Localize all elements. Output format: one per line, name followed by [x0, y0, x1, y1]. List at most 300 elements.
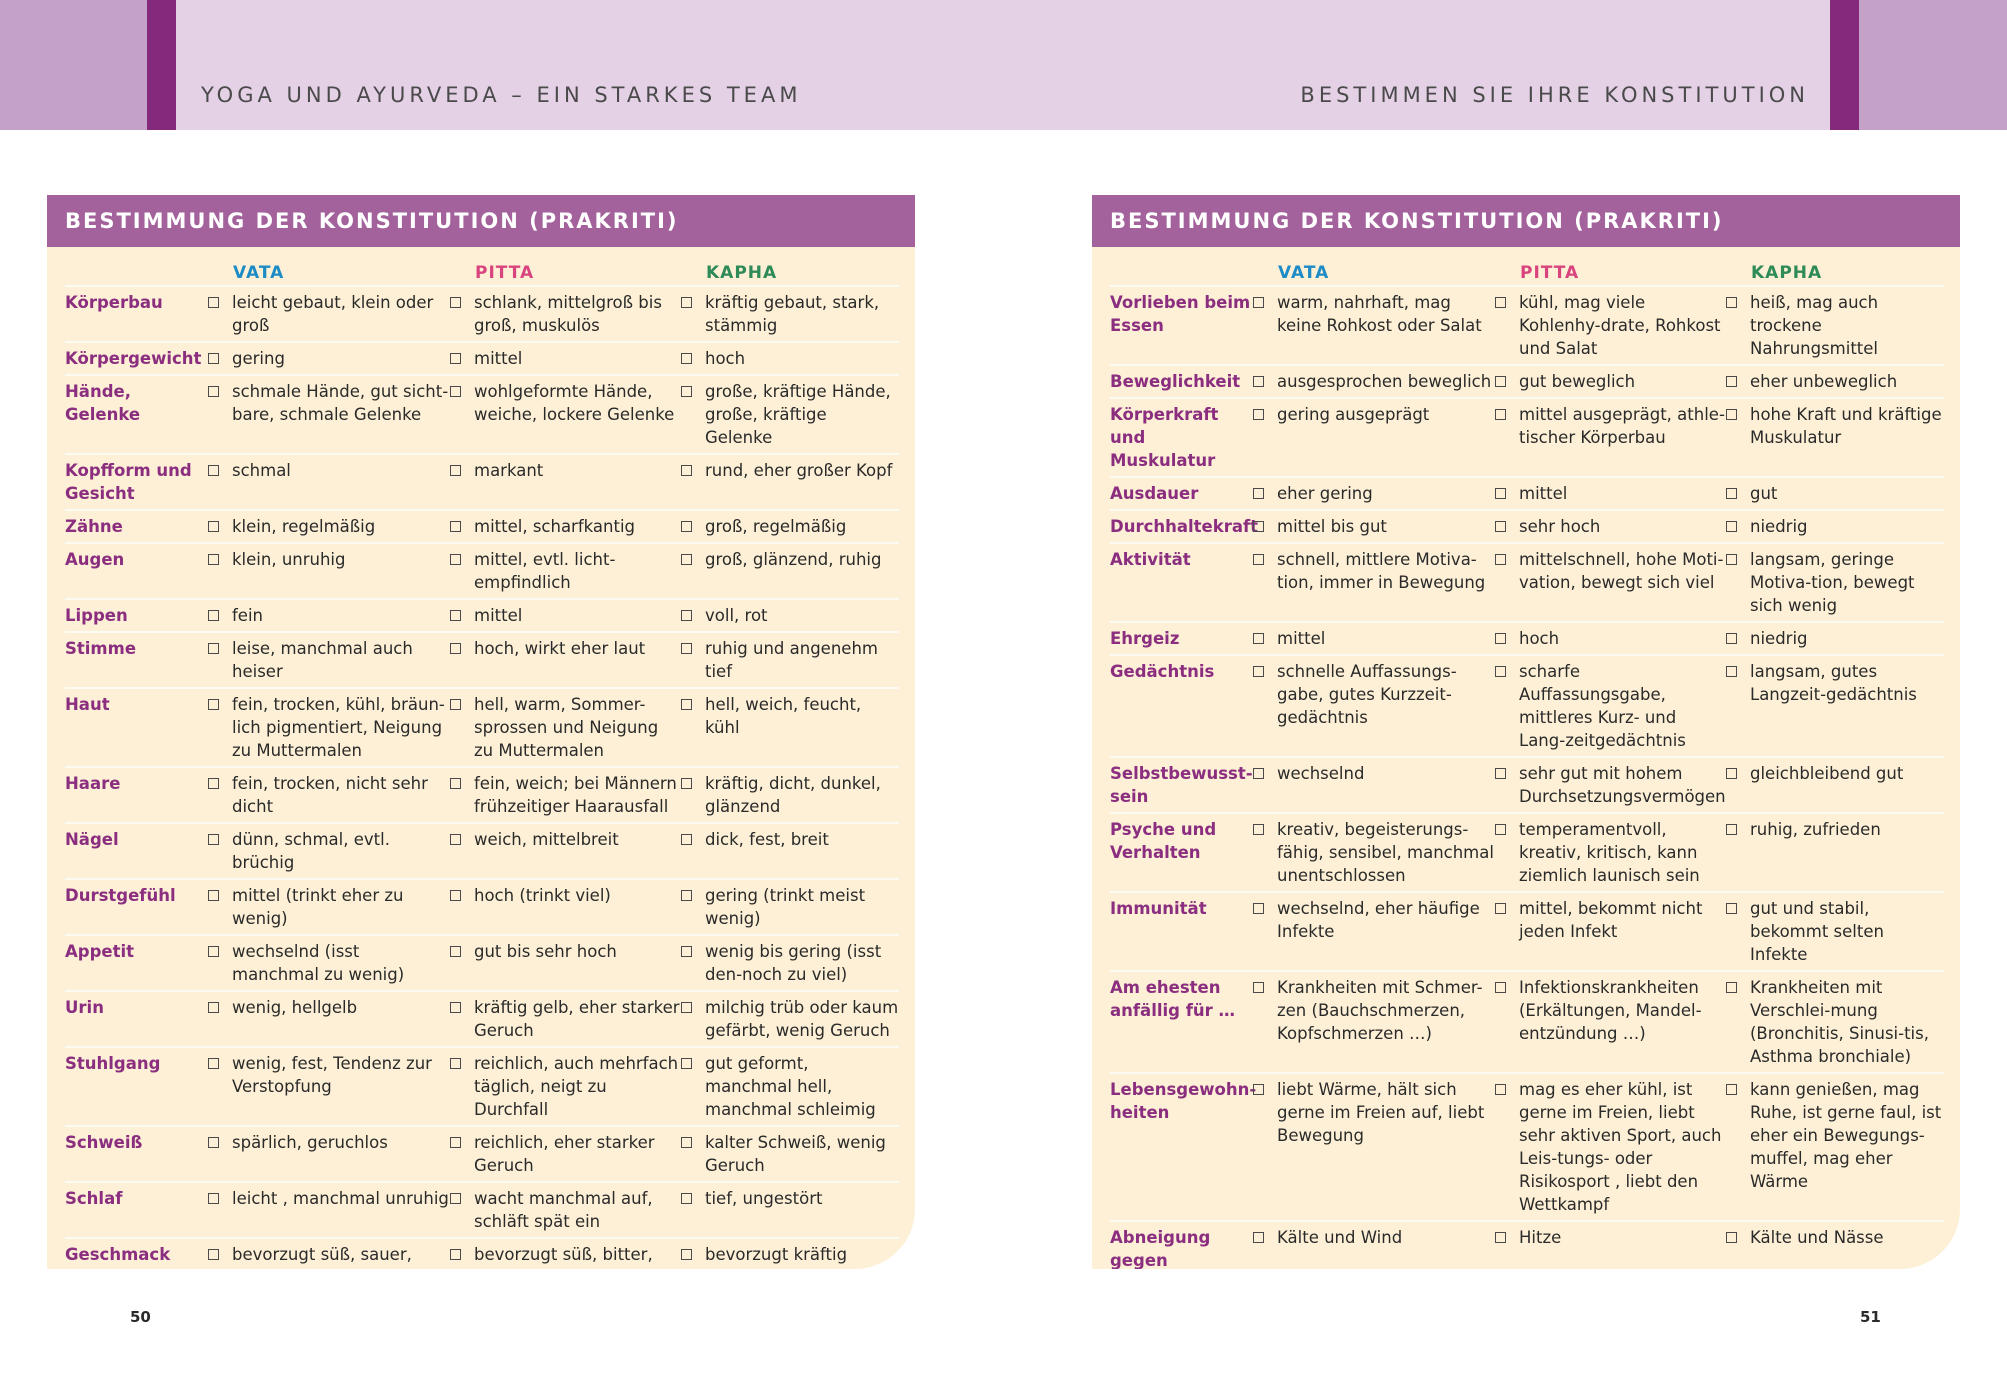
pitta-text: mittelschnell, hohe Moti-vation, bewegt sich viel	[1519, 550, 1724, 592]
vata-checkbox[interactable]	[208, 1249, 219, 1260]
vata-checkbox[interactable]	[208, 1193, 219, 1204]
vata-checkbox[interactable]	[1253, 1232, 1264, 1243]
kapha-text: dick, fest, breit	[705, 830, 829, 849]
kapha-checkbox[interactable]	[1726, 376, 1737, 387]
kapha-cell	[1725, 1078, 1944, 1193]
vata-text: wechselnd, eher häufige Infekte	[1277, 899, 1480, 941]
row-label: Körperkraft und Muskulatur	[1110, 405, 1219, 470]
kapha-cell	[680, 291, 899, 337]
vata-checkbox[interactable]	[208, 1137, 219, 1148]
row-label: Augen	[65, 550, 125, 569]
kapha-text: kalter Schweiß, wenig Geruch	[705, 1133, 886, 1175]
vata-text: wechselnd	[1277, 764, 1365, 783]
pitta-text: kühl, mag viele Kohlenhy-drate, Rohkost und Salat	[1519, 293, 1721, 358]
vata-checkbox[interactable]	[1253, 409, 1264, 420]
table-row	[65, 880, 899, 936]
vata-cell	[1252, 627, 1494, 650]
vata-checkbox[interactable]	[1253, 824, 1264, 835]
pitta-text: markant	[474, 461, 544, 480]
vata-cell	[1252, 1226, 1494, 1249]
kapha-cell	[680, 940, 899, 986]
pitta-checkbox[interactable]	[450, 1193, 461, 1204]
vata-text: liebt Wärme, hält sich gerne im Freien auf, liebt Bewegung	[1277, 1080, 1485, 1145]
vata-text: klein, regelmäßig	[232, 517, 376, 536]
kapha-text: bevorzugt kräftig	[705, 1245, 848, 1264]
table-row	[65, 992, 899, 1048]
vata-checkbox[interactable]	[1253, 554, 1264, 565]
table-row	[65, 1048, 899, 1127]
pitta-text: gut bis sehr hoch	[474, 942, 617, 961]
kapha-checkbox[interactable]	[681, 1249, 692, 1260]
kapha-cell	[680, 1131, 899, 1177]
pitta-cell	[449, 693, 680, 762]
row-label: Urin	[65, 998, 104, 1017]
vata-checkbox[interactable]	[208, 521, 219, 532]
pitta-checkbox[interactable]	[450, 465, 461, 476]
kapha-text: hell, weich, feucht, kühl	[705, 695, 862, 737]
kapha-checkbox[interactable]	[1726, 666, 1737, 677]
kapha-checkbox[interactable]	[681, 465, 692, 476]
kapha-text: hoch	[705, 349, 746, 368]
column-header-pitta: PITTA	[1520, 263, 1580, 283]
vata-checkbox[interactable]	[1253, 633, 1264, 644]
kapha-checkbox[interactable]	[1726, 982, 1737, 993]
kapha-checkbox[interactable]	[681, 1193, 692, 1204]
vata-cell	[207, 1187, 449, 1210]
kapha-cell	[680, 693, 899, 739]
row-label: Lebensgewohn-heiten	[1110, 1080, 1257, 1122]
pitta-text: kräftig gelb, eher starker Geruch	[474, 998, 680, 1040]
pitta-checkbox[interactable]	[1495, 1084, 1506, 1095]
pitta-text: mittel	[1519, 484, 1568, 503]
row-label: Hände, Gelenke	[65, 382, 141, 424]
vata-text: schmal	[232, 461, 291, 480]
kapha-cell	[680, 459, 899, 482]
kapha-checkbox[interactable]	[1726, 409, 1737, 420]
kapha-text: heiß, mag auch trockene Nahrungsmittel	[1750, 293, 1879, 358]
vata-text: spärlich, geruchlos	[232, 1133, 388, 1152]
kapha-checkbox[interactable]	[681, 946, 692, 957]
vata-checkbox[interactable]	[208, 643, 219, 654]
row-label: Körperbau	[65, 293, 163, 312]
kapha-cell	[1725, 548, 1944, 617]
row-label: Lippen	[65, 606, 128, 625]
row-label: Zähne	[65, 517, 123, 536]
vata-text: leicht gebaut, klein oder groß	[232, 293, 434, 335]
pitta-text: temperamentvoll, kreativ, kritisch, kann ziemlich launisch sein	[1519, 820, 1700, 885]
page-number-right: 51	[1860, 1308, 1881, 1326]
kapha-checkbox[interactable]	[681, 353, 692, 364]
vata-text: fein	[232, 606, 264, 625]
table-row	[65, 1239, 899, 1269]
kapha-checkbox[interactable]	[1726, 297, 1737, 308]
row-label: Stuhlgang	[65, 1054, 161, 1073]
vata-checkbox[interactable]	[1253, 903, 1264, 914]
kapha-cell	[680, 1243, 899, 1269]
table-row	[1110, 1074, 1944, 1222]
kapha-checkbox[interactable]	[681, 699, 692, 710]
vata-checkbox[interactable]	[208, 778, 219, 789]
pitta-text: weich, mittelbreit	[474, 830, 619, 849]
row-label: Haare	[65, 774, 121, 793]
kapha-checkbox[interactable]	[681, 521, 692, 532]
table-row	[65, 689, 899, 768]
kapha-checkbox[interactable]	[681, 1137, 692, 1148]
kapha-cell	[680, 1187, 899, 1210]
vata-text: wenig, hellgelb	[232, 998, 358, 1017]
pitta-text: mittel, bekommt nicht jeden Infekt	[1519, 899, 1703, 941]
pitta-checkbox[interactable]	[450, 834, 461, 845]
table-row	[1110, 287, 1944, 366]
pitta-checkbox[interactable]	[450, 610, 461, 621]
vata-text: schnelle Auffassungs-gabe, gutes Kurzzeit-gedächtnis	[1277, 662, 1457, 727]
pitta-checkbox[interactable]	[1495, 903, 1506, 914]
vata-checkbox[interactable]	[208, 610, 219, 621]
pitta-cell	[1494, 291, 1725, 360]
pitta-text: mag es eher kühl, ist gerne im Freien, liebt sehr aktiven Sport, auch Leis-tungs- oder Risikosport , liebt den Wettkampf	[1519, 1080, 1722, 1214]
kapha-checkbox[interactable]	[1726, 824, 1737, 835]
right-table	[1110, 257, 1944, 1269]
kapha-checkbox[interactable]	[681, 890, 692, 901]
pitta-cell	[449, 604, 680, 627]
kapha-cell	[1725, 403, 1944, 449]
right-table-panel	[1092, 195, 1960, 1269]
kapha-cell	[680, 884, 899, 930]
kapha-cell	[1725, 627, 1944, 650]
pitta-cell	[449, 380, 680, 426]
vata-cell	[207, 996, 449, 1019]
pitta-cell	[1494, 548, 1725, 594]
vata-cell	[1252, 818, 1494, 887]
pitta-text: bevorzugt süß, bitter,	[474, 1245, 653, 1264]
vata-checkbox[interactable]	[1253, 297, 1264, 308]
kapha-text: Krankheiten mit Verschlei-mung (Bronchitis, Sinusi-tis, Asthma bronchiale)	[1750, 978, 1929, 1066]
pitta-checkbox[interactable]	[450, 1137, 461, 1148]
kapha-checkbox[interactable]	[1726, 1084, 1737, 1095]
pitta-text: wacht manchmal auf, schläft spät ein	[474, 1189, 653, 1231]
table-row	[65, 287, 899, 343]
kapha-cell	[680, 772, 899, 818]
row-label: Selbstbewusst-sein	[1110, 764, 1253, 806]
row-label: Abneigung gegen	[1110, 1228, 1211, 1269]
table-row	[1110, 972, 1944, 1074]
vata-checkbox[interactable]	[208, 834, 219, 845]
table-row	[1110, 399, 1944, 478]
pitta-cell	[1494, 762, 1725, 808]
pitta-cell	[449, 459, 680, 482]
kapha-checkbox[interactable]	[1726, 488, 1737, 499]
vata-checkbox[interactable]	[1253, 521, 1264, 532]
vata-cell	[207, 515, 449, 538]
vata-cell	[207, 828, 449, 874]
pitta-checkbox[interactable]	[450, 946, 461, 957]
vata-cell	[207, 347, 449, 370]
row-label: Appetit	[65, 942, 135, 961]
kapha-checkbox[interactable]	[1726, 554, 1737, 565]
vata-text: Kälte und Wind	[1277, 1228, 1403, 1247]
kapha-text: langsam, geringe Motiva-tion, bewegt sich wenig	[1750, 550, 1915, 615]
kapha-checkbox[interactable]	[681, 778, 692, 789]
vata-checkbox[interactable]	[1253, 488, 1264, 499]
pitta-checkbox[interactable]	[450, 699, 461, 710]
vata-checkbox[interactable]	[208, 297, 219, 308]
pitta-cell	[449, 347, 680, 370]
vata-cell	[207, 459, 449, 482]
kapha-text: gut und stabil, bekommt selten Infekte	[1750, 899, 1884, 964]
kapha-cell	[1725, 818, 1944, 841]
table-row	[1110, 623, 1944, 656]
pitta-cell	[449, 940, 680, 963]
right-table-header	[1110, 257, 1944, 287]
vata-checkbox[interactable]	[208, 1002, 219, 1013]
vata-text: kreativ, begeisterungs-fähig, sensibel, manchmal unentschlossen	[1277, 820, 1494, 885]
vata-cell	[207, 884, 449, 930]
vata-checkbox[interactable]	[208, 353, 219, 364]
pitta-checkbox[interactable]	[450, 778, 461, 789]
vata-checkbox[interactable]	[1253, 982, 1264, 993]
pitta-text: reichlich, auch mehrfach täglich, neigt zu Durchfall	[474, 1054, 679, 1119]
vata-cell	[207, 637, 449, 683]
pitta-checkbox[interactable]	[450, 890, 461, 901]
kapha-checkbox[interactable]	[681, 834, 692, 845]
vata-text: eher gering	[1277, 484, 1373, 503]
header-corner-left	[0, 0, 147, 130]
vata-checkbox[interactable]	[208, 386, 219, 397]
table-row	[1110, 478, 1944, 511]
table-row	[65, 1127, 899, 1183]
kapha-checkbox[interactable]	[1726, 1232, 1737, 1243]
pitta-cell	[449, 884, 680, 907]
vata-checkbox[interactable]	[1253, 1084, 1264, 1095]
table-row	[65, 936, 899, 992]
pitta-cell	[449, 1243, 680, 1269]
running-head-right: BESTIMMEN SIE IHRE KONSTITUTION	[1300, 83, 1809, 107]
pitta-checkbox[interactable]	[1495, 768, 1506, 779]
column-header-vata: VATA	[1278, 263, 1330, 283]
kapha-cell	[1725, 660, 1944, 706]
pitta-cell	[449, 1187, 680, 1233]
row-label: Gedächtnis	[1110, 662, 1215, 681]
pitta-text: mittel ausgeprägt, athle-tischer Körperbau	[1519, 405, 1725, 447]
pitta-cell	[449, 828, 680, 851]
kapha-checkbox[interactable]	[1726, 521, 1737, 532]
pitta-text: gut beweglich	[1519, 372, 1636, 391]
pitta-cell	[1494, 515, 1725, 538]
vata-checkbox[interactable]	[208, 465, 219, 476]
kapha-text: gleichbleibend gut	[1750, 764, 1904, 783]
vata-text: dünn, schmal, evtl. brüchig	[232, 830, 390, 872]
kapha-cell	[680, 604, 899, 627]
pitta-cell	[449, 515, 680, 538]
kapha-text: hohe Kraft und kräftige Muskulatur	[1750, 405, 1942, 447]
pitta-text: hell, warm, Sommer-sprossen und Neigung zu Muttermalen	[474, 695, 659, 760]
pitta-checkbox[interactable]	[1495, 633, 1506, 644]
vata-cell	[207, 1052, 449, 1098]
vata-text: fein, trocken, nicht sehr dicht	[232, 774, 428, 816]
vata-checkbox[interactable]	[1253, 376, 1264, 387]
vata-checkbox[interactable]	[208, 946, 219, 957]
row-label: Haut	[65, 695, 110, 714]
vata-text: klein, unruhig	[232, 550, 346, 569]
kapha-checkbox[interactable]	[681, 610, 692, 621]
vata-checkbox[interactable]	[208, 554, 219, 565]
table-row	[1110, 544, 1944, 623]
pitta-checkbox[interactable]	[450, 554, 461, 565]
pitta-cell	[1494, 370, 1725, 393]
vata-text: wenig, fest, Tendenz zur Verstopfung	[232, 1054, 432, 1096]
pitta-checkbox[interactable]	[1495, 982, 1506, 993]
kapha-text: Kälte und Nässe	[1750, 1228, 1884, 1247]
vata-cell	[207, 1243, 449, 1269]
vata-checkbox[interactable]	[208, 1058, 219, 1069]
table-row	[1110, 893, 1944, 972]
vata-cell	[1252, 482, 1494, 505]
pitta-checkbox[interactable]	[450, 1249, 461, 1260]
pitta-text: wohlgeformte Hände, weiche, lockere Gelenke	[474, 382, 675, 424]
pitta-cell	[1494, 1078, 1725, 1216]
table-row	[65, 600, 899, 633]
row-label: Durstgefühl	[65, 886, 176, 905]
kapha-text: kräftig, dicht, dunkel, glänzend	[705, 774, 881, 816]
pitta-cell	[449, 548, 680, 594]
vata-checkbox[interactable]	[1253, 666, 1264, 677]
kapha-cell	[1725, 291, 1944, 360]
kapha-checkbox[interactable]	[1726, 768, 1737, 779]
kapha-cell	[680, 380, 899, 449]
kapha-checkbox[interactable]	[681, 1002, 692, 1013]
pitta-text: mittel, evtl. licht-empfindlich	[474, 550, 616, 592]
column-header-kapha: KAPHA	[706, 263, 778, 283]
pitta-checkbox[interactable]	[1495, 488, 1506, 499]
vata-cell	[207, 772, 449, 818]
row-label: Geschmack	[65, 1245, 171, 1264]
pitta-checkbox[interactable]	[1495, 1232, 1506, 1243]
vata-cell	[1252, 370, 1494, 393]
page-number-left: 50	[130, 1308, 151, 1326]
table-row	[65, 633, 899, 689]
pitta-text: sehr gut mit hohem Durchsetzungsvermögen	[1519, 764, 1726, 806]
left-table-header	[65, 257, 899, 287]
vata-cell	[1252, 897, 1494, 943]
row-label: Beweglichkeit	[1110, 372, 1241, 391]
pitta-cell	[1494, 1226, 1725, 1249]
kapha-text: niedrig	[1750, 517, 1808, 536]
pitta-checkbox[interactable]	[450, 297, 461, 308]
kapha-cell	[1725, 515, 1944, 538]
kapha-text: tief, ungestört	[705, 1189, 823, 1208]
pitta-checkbox[interactable]	[450, 1058, 461, 1069]
pitta-checkbox[interactable]	[1495, 666, 1506, 677]
pitta-checkbox[interactable]	[450, 353, 461, 364]
left-table-title: BESTIMMUNG DER KONSTITUTION (PRAKRITI)	[47, 195, 915, 247]
pitta-cell	[449, 996, 680, 1042]
pitta-text: Infektionskrankheiten (Erkältungen, Mandel-entzündung …)	[1519, 978, 1702, 1043]
kapha-checkbox[interactable]	[681, 554, 692, 565]
left-table	[65, 257, 899, 1269]
pitta-checkbox[interactable]	[1495, 554, 1506, 565]
pitta-checkbox[interactable]	[450, 521, 461, 532]
vata-cell	[1252, 515, 1494, 538]
kapha-checkbox[interactable]	[1726, 903, 1737, 914]
pitta-text: sehr hoch	[1519, 517, 1601, 536]
row-label: Am ehesten anfällig für …	[1110, 978, 1236, 1020]
column-header-vata: VATA	[233, 263, 285, 283]
vata-cell	[1252, 1078, 1494, 1147]
row-label: Ehrgeiz	[1110, 629, 1180, 648]
pitta-text: schlank, mittelgroß bis groß, muskulös	[474, 293, 662, 335]
pitta-text: reichlich, eher starker Geruch	[474, 1133, 655, 1175]
vata-text: ausgesprochen beweglich	[1277, 372, 1492, 391]
table-row	[1110, 511, 1944, 544]
table-row	[1110, 758, 1944, 814]
table-row	[65, 824, 899, 880]
pitta-cell	[1494, 403, 1725, 449]
vata-text: schnell, mittlere Motiva-tion, immer in Bewegung	[1277, 550, 1486, 592]
pitta-text: hoch, wirkt eher laut	[474, 639, 646, 658]
pitta-cell	[1494, 897, 1725, 943]
vata-text: mittel bis gut	[1277, 517, 1387, 536]
vata-text: schmale Hände, gut sicht-bare, schmale Gelenke	[232, 382, 449, 424]
kapha-checkbox[interactable]	[681, 386, 692, 397]
kapha-checkbox[interactable]	[681, 1058, 692, 1069]
kapha-cell	[680, 1052, 899, 1121]
kapha-checkbox[interactable]	[1726, 633, 1737, 644]
pitta-cell	[1494, 482, 1725, 505]
pitta-checkbox[interactable]	[450, 1002, 461, 1013]
pitta-cell	[1494, 660, 1725, 752]
pitta-cell	[1494, 818, 1725, 887]
kapha-cell	[1725, 897, 1944, 966]
pitta-checkbox[interactable]	[1495, 824, 1506, 835]
kapha-text: gering (trinkt meist wenig)	[705, 886, 866, 928]
vata-cell	[207, 380, 449, 426]
table-row	[65, 455, 899, 511]
table-row	[65, 1183, 899, 1239]
vata-cell	[1252, 660, 1494, 729]
pitta-checkbox[interactable]	[1495, 521, 1506, 532]
pitta-checkbox[interactable]	[1495, 376, 1506, 387]
pitta-checkbox[interactable]	[450, 643, 461, 654]
vata-cell	[1252, 548, 1494, 594]
pitta-checkbox[interactable]	[1495, 409, 1506, 420]
vata-checkbox[interactable]	[208, 890, 219, 901]
vata-checkbox[interactable]	[1253, 768, 1264, 779]
vata-checkbox[interactable]	[208, 699, 219, 710]
vata-text: warm, nahrhaft, mag keine Rohkost oder Salat	[1277, 293, 1482, 335]
row-label: Schlaf	[65, 1189, 123, 1208]
kapha-cell	[680, 515, 899, 538]
kapha-text: kräftig gebaut, stark, stämmig	[705, 293, 880, 335]
kapha-text: gut	[1750, 484, 1778, 503]
pitta-checkbox[interactable]	[450, 386, 461, 397]
vata-cell	[207, 291, 449, 337]
row-label: Kopfform und Gesicht	[65, 461, 192, 503]
row-label: Durchhaltekraft	[1110, 517, 1259, 536]
header-accent-bar-left	[147, 0, 176, 130]
kapha-cell	[1725, 1226, 1944, 1249]
vata-text: mittel (trinkt eher zu wenig)	[232, 886, 404, 928]
kapha-checkbox[interactable]	[681, 643, 692, 654]
column-header-pitta: PITTA	[475, 263, 535, 283]
row-label: Nägel	[65, 830, 119, 849]
pitta-text: mittel, scharfkantig	[474, 517, 636, 536]
kapha-cell	[1725, 976, 1944, 1068]
pitta-checkbox[interactable]	[1495, 297, 1506, 308]
row-label: Immunität	[1110, 899, 1207, 918]
kapha-checkbox[interactable]	[681, 297, 692, 308]
pitta-cell	[449, 291, 680, 337]
kapha-text: rund, eher großer Kopf	[705, 461, 893, 480]
